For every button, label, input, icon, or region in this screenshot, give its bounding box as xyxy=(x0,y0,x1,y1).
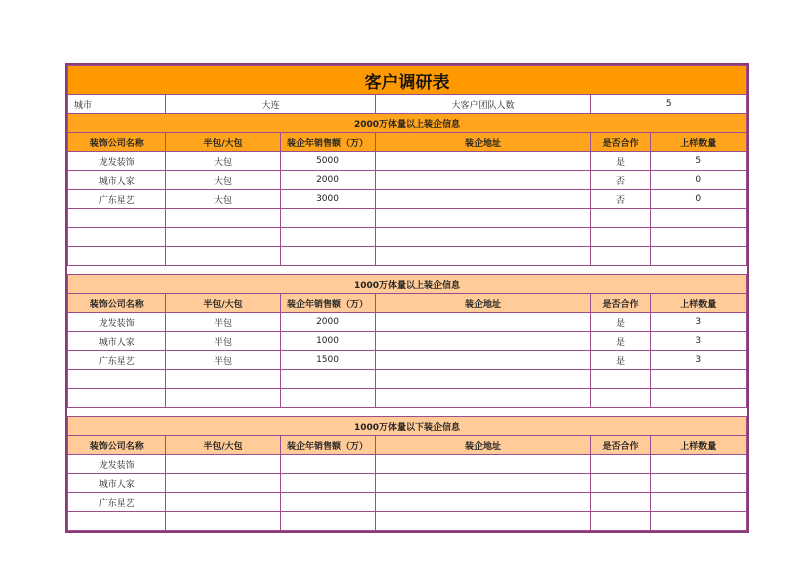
section-title-row xyxy=(68,417,747,436)
cell[interactable] xyxy=(375,493,591,512)
cell[interactable] xyxy=(650,209,746,228)
table-row xyxy=(68,171,747,190)
empty-row xyxy=(68,247,747,266)
cell[interactable]: 大包 xyxy=(166,152,280,171)
cell[interactable] xyxy=(280,228,375,247)
cell[interactable]: 1000 xyxy=(280,332,375,351)
cell[interactable]: 广东星艺 xyxy=(68,351,166,370)
cell[interactable]: 大包 xyxy=(166,190,280,209)
cell[interactable] xyxy=(650,512,746,531)
cell[interactable]: 2000 xyxy=(280,171,375,190)
team-size-value[interactable]: 5 xyxy=(591,95,747,114)
team-size-label[interactable]: 大客户团队人数 xyxy=(375,95,591,114)
sheet-title[interactable]: 客户调研表 xyxy=(68,66,747,95)
survey-sheet xyxy=(65,63,749,533)
cell[interactable] xyxy=(375,247,591,266)
cell[interactable] xyxy=(375,152,591,171)
city-row xyxy=(68,95,747,114)
cell[interactable] xyxy=(375,512,591,531)
table-row xyxy=(68,152,747,171)
table-row xyxy=(68,351,747,370)
cell[interactable]: 否 xyxy=(591,171,650,190)
cell[interactable] xyxy=(68,247,166,266)
cell[interactable] xyxy=(68,228,166,247)
column-header[interactable]: 装饰公司名称 xyxy=(68,294,166,313)
column-header[interactable]: 上样数量 xyxy=(650,133,746,152)
column-header[interactable]: 上样数量 xyxy=(650,294,746,313)
cell[interactable] xyxy=(280,493,375,512)
column-header[interactable]: 装企年销售额（万） xyxy=(280,436,375,455)
cell[interactable] xyxy=(650,247,746,266)
cell[interactable]: 1500 xyxy=(280,351,375,370)
column-header[interactable]: 装企年销售额（万） xyxy=(280,133,375,152)
cell[interactable]: 3 xyxy=(650,332,746,351)
table-row xyxy=(68,190,747,209)
column-header[interactable]: 装企年销售额（万） xyxy=(280,294,375,313)
cell[interactable] xyxy=(375,455,591,474)
column-header[interactable]: 半包/大包 xyxy=(166,294,280,313)
spacer xyxy=(68,266,747,275)
section-title[interactable]: 2000万体量以上装企信息 xyxy=(68,114,747,133)
empty-row xyxy=(68,370,747,389)
cell[interactable]: 5 xyxy=(650,152,746,171)
cell[interactable]: 半包 xyxy=(166,313,280,332)
cell[interactable] xyxy=(375,474,591,493)
cell[interactable] xyxy=(375,370,591,389)
cell[interactable] xyxy=(280,209,375,228)
cell[interactable]: 3000 xyxy=(280,190,375,209)
cell[interactable]: 龙发装饰 xyxy=(68,313,166,332)
cell[interactable] xyxy=(650,370,746,389)
cell[interactable]: 城市人家 xyxy=(68,474,166,493)
cell[interactable]: 城市人家 xyxy=(68,332,166,351)
cell[interactable] xyxy=(591,512,650,531)
column-header[interactable]: 装企地址 xyxy=(375,133,591,152)
table-row xyxy=(68,313,747,332)
column-header[interactable]: 装饰公司名称 xyxy=(68,133,166,152)
cell[interactable]: 广东星艺 xyxy=(68,493,166,512)
cell[interactable]: 是 xyxy=(591,351,650,370)
cell[interactable] xyxy=(375,171,591,190)
column-header[interactable]: 装企地址 xyxy=(375,436,591,455)
cell[interactable] xyxy=(166,370,280,389)
table-row xyxy=(68,474,747,493)
cell[interactable] xyxy=(280,370,375,389)
empty-row xyxy=(68,389,747,408)
cell[interactable]: 0 xyxy=(650,190,746,209)
spacer-row xyxy=(68,408,747,417)
cell[interactable] xyxy=(591,455,650,474)
cell[interactable]: 大包 xyxy=(166,171,280,190)
column-header[interactable]: 是否合作 xyxy=(591,294,650,313)
cell[interactable]: 0 xyxy=(650,171,746,190)
cell[interactable] xyxy=(166,209,280,228)
column-header[interactable]: 装饰公司名称 xyxy=(68,436,166,455)
section-title-row xyxy=(68,275,747,294)
column-header-row xyxy=(68,294,747,313)
cell[interactable] xyxy=(591,209,650,228)
empty-row xyxy=(68,228,747,247)
cell[interactable] xyxy=(375,389,591,408)
cell[interactable] xyxy=(166,228,280,247)
section-title-row xyxy=(68,114,747,133)
cell[interactable] xyxy=(166,455,280,474)
cell[interactable] xyxy=(68,389,166,408)
cell[interactable] xyxy=(166,493,280,512)
table-row xyxy=(68,455,747,474)
cell[interactable] xyxy=(591,493,650,512)
column-header[interactable]: 装企地址 xyxy=(375,294,591,313)
cell[interactable] xyxy=(280,389,375,408)
cell[interactable]: 否 xyxy=(591,190,650,209)
cell[interactable]: 是 xyxy=(591,313,650,332)
cell[interactable] xyxy=(280,512,375,531)
cell[interactable]: 龙发装饰 xyxy=(68,152,166,171)
cell[interactable] xyxy=(68,370,166,389)
cell[interactable] xyxy=(166,512,280,531)
cell[interactable] xyxy=(375,209,591,228)
cell[interactable] xyxy=(375,228,591,247)
cell[interactable]: 城市人家 xyxy=(68,171,166,190)
table-row xyxy=(68,493,747,512)
cell[interactable] xyxy=(650,389,746,408)
cell[interactable] xyxy=(166,247,280,266)
survey-table xyxy=(67,65,747,531)
cell[interactable]: 是 xyxy=(591,332,650,351)
section-title[interactable]: 1000万体量以上装企信息 xyxy=(68,275,747,294)
cell[interactable] xyxy=(68,512,166,531)
column-header-row xyxy=(68,436,747,455)
cell[interactable]: 龙发装饰 xyxy=(68,455,166,474)
cell[interactable] xyxy=(68,209,166,228)
empty-row xyxy=(68,512,747,531)
cell[interactable]: 2000 xyxy=(280,313,375,332)
section-title[interactable]: 1000万体量以下装企信息 xyxy=(68,417,747,436)
cell[interactable]: 3 xyxy=(650,351,746,370)
table-row xyxy=(68,332,747,351)
column-header[interactable]: 半包/大包 xyxy=(166,133,280,152)
spacer-row xyxy=(68,266,747,275)
column-header[interactable]: 是否合作 xyxy=(591,436,650,455)
cell[interactable] xyxy=(591,228,650,247)
cell[interactable] xyxy=(591,474,650,493)
cell[interactable] xyxy=(650,228,746,247)
title-row xyxy=(68,66,747,95)
cell[interactable] xyxy=(375,190,591,209)
cell[interactable] xyxy=(166,474,280,493)
cell[interactable] xyxy=(591,247,650,266)
cell[interactable] xyxy=(375,332,591,351)
cell[interactable] xyxy=(591,370,650,389)
cell[interactable] xyxy=(650,474,746,493)
cell[interactable] xyxy=(591,389,650,408)
cell[interactable]: 半包 xyxy=(166,332,280,351)
cell[interactable] xyxy=(280,455,375,474)
cell[interactable] xyxy=(280,474,375,493)
spacer xyxy=(68,408,747,417)
cell[interactable] xyxy=(166,389,280,408)
column-header[interactable]: 上样数量 xyxy=(650,436,746,455)
city-value[interactable]: 大连 xyxy=(166,95,375,114)
cell[interactable]: 5000 xyxy=(280,152,375,171)
cell[interactable] xyxy=(650,455,746,474)
column-header[interactable]: 是否合作 xyxy=(591,133,650,152)
cell[interactable]: 广东星艺 xyxy=(68,190,166,209)
cell[interactable] xyxy=(375,351,591,370)
cell[interactable] xyxy=(280,247,375,266)
cell[interactable] xyxy=(650,493,746,512)
city-label[interactable]: 城市 xyxy=(68,95,166,114)
column-header[interactable]: 半包/大包 xyxy=(166,436,280,455)
empty-row xyxy=(68,209,747,228)
cell[interactable]: 是 xyxy=(591,152,650,171)
cell[interactable] xyxy=(375,313,591,332)
cell[interactable]: 3 xyxy=(650,313,746,332)
column-header-row xyxy=(68,133,747,152)
cell[interactable]: 半包 xyxy=(166,351,280,370)
